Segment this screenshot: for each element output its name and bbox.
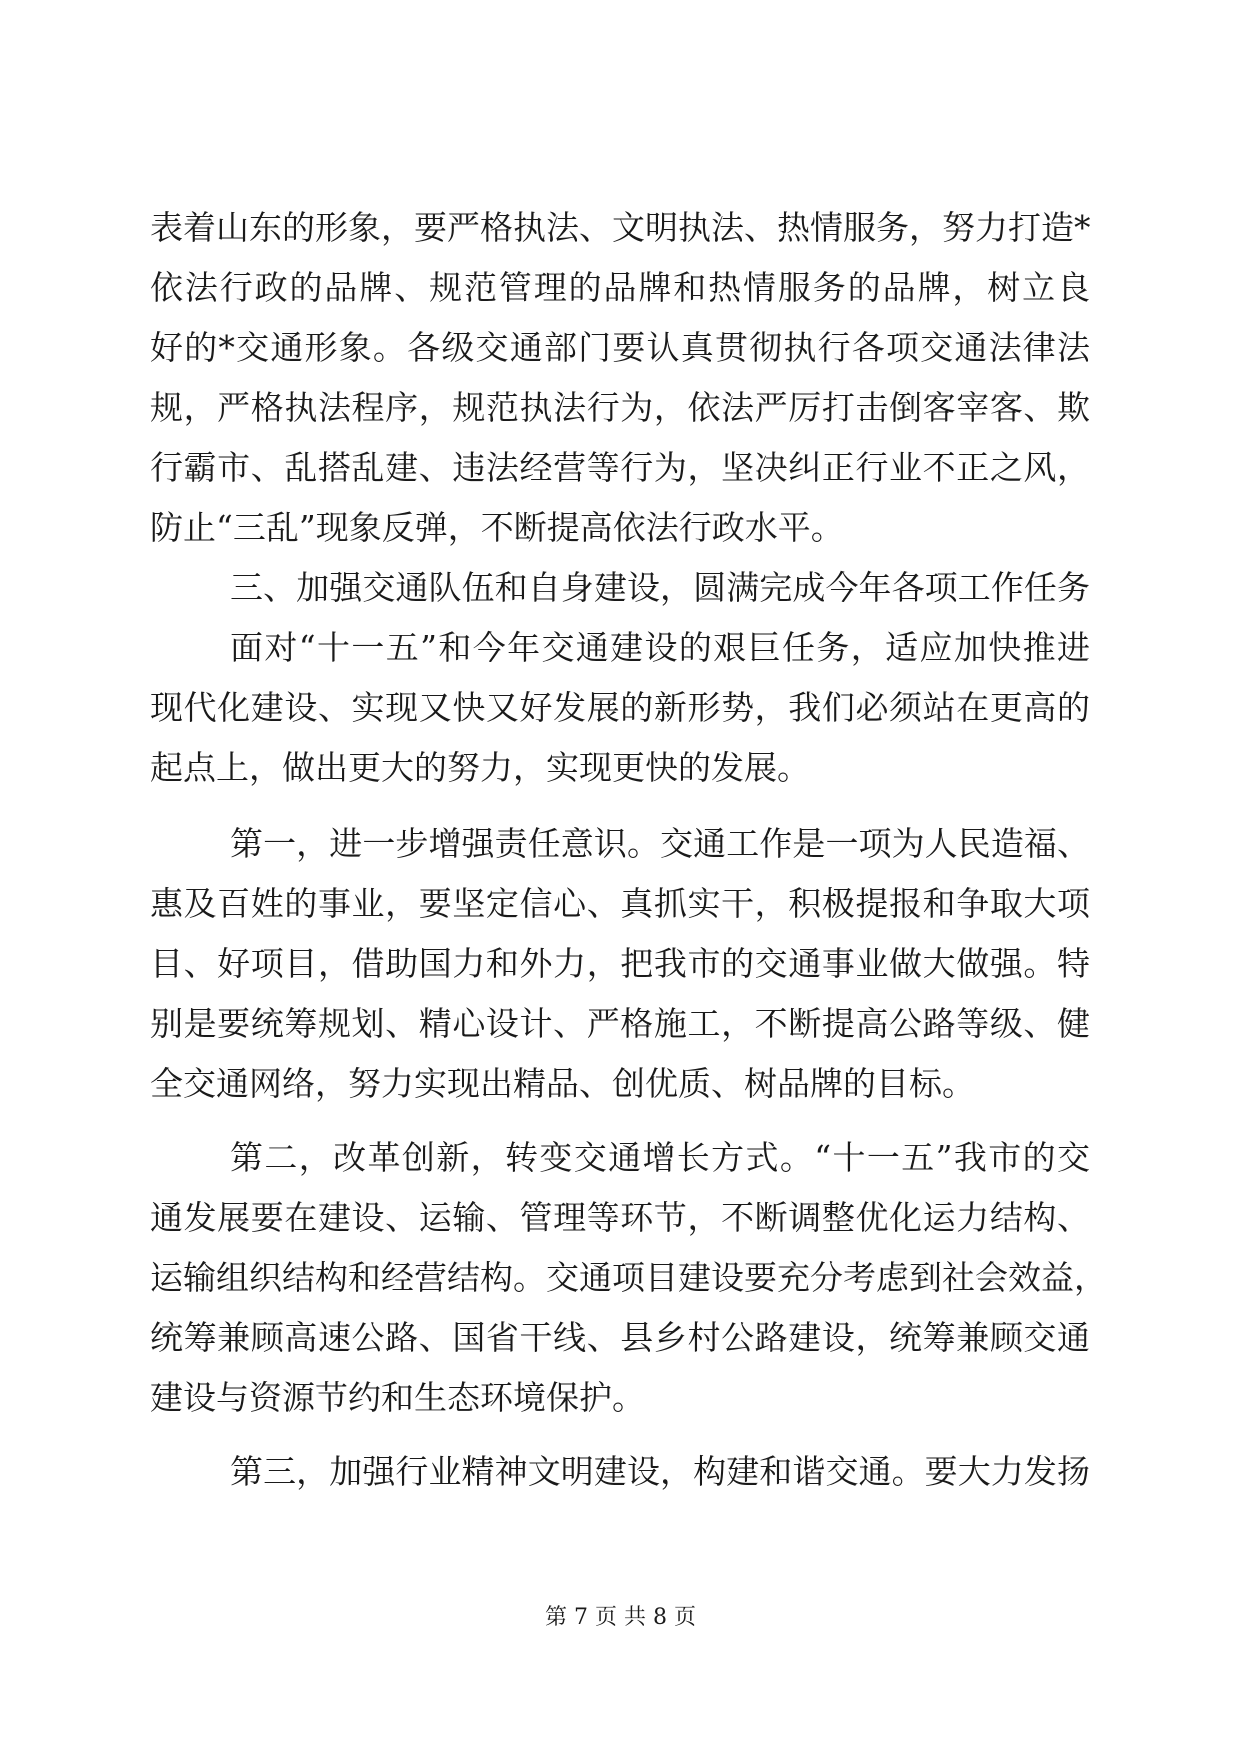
text-line: 规，严格执法程序，规范执法行为，依法严厉打击倒客宰客、欺 xyxy=(150,388,1090,427)
text-line: 防止“三乱”现象反弹，不断提高依法行政水平。 xyxy=(150,508,844,547)
text-line: 现代化建设、实现又快又好发展的新形势，我们必须站在更高的 xyxy=(150,688,1090,727)
text-line: 表着山东的形象，要严格执法、文明执法、热情服务，努力打造* xyxy=(150,208,1091,247)
text-line: 好的*交通形象。各级交通部门要认真贯彻执行各项交通法律法 xyxy=(150,328,1090,367)
text-line: 行霸市、乱搭乱建、违法经营等行为，坚决纠正行业不正之风， xyxy=(150,448,1090,487)
text-line: 建设与资源节约和生态环境保护。 xyxy=(150,1378,645,1417)
text-line: 目、好项目，借助国力和外力，把我市的交通事业做大做强。特 xyxy=(150,944,1090,983)
text-line: 依法行政的品牌、规范管理的品牌和热情服务的品牌，树立良 xyxy=(150,268,1090,307)
text-line: 运输组织结构和经营结构。交通项目建设要充分考虑到社会效益， xyxy=(150,1258,1107,1297)
text-line: 第三，加强行业精神文明建设，构建和谐交通。要大力发扬 xyxy=(230,1452,1090,1491)
text-line: 起点上，做出更大的努力，实现更快的发展。 xyxy=(150,748,810,787)
text-line: 第一，进一步增强责任意识。交通工作是一项为人民造福、 xyxy=(230,824,1090,863)
text-line: 通发展要在建设、运输、管理等环节，不断调整优化运力结构、 xyxy=(150,1198,1090,1237)
text-line: 别是要统筹规划、精心设计、严格施工，不断提高公路等级、健 xyxy=(150,1004,1090,1043)
text-line: 第二，改革创新，转变交通增长方式。“十一五”我市的交 xyxy=(230,1138,1090,1177)
text-line: 惠及百姓的事业，要坚定信心、真抓实干，积极提报和争取大项 xyxy=(150,884,1090,923)
page-footer: 第 7 页 共 8 页 xyxy=(545,1605,696,1630)
text-line: 面对“十一五”和今年交通建设的艰巨任务，适应加快推进 xyxy=(230,628,1090,667)
text-line: 统筹兼顾高速公路、国省干线、县乡村公路建设，统筹兼顾交通 xyxy=(150,1318,1090,1357)
text-line: 全交通网络，努力实现出精品、创优质、树品牌的目标。 xyxy=(150,1064,975,1103)
section-heading: 三、加强交通队伍和自身建设，圆满完成今年各项工作任务 xyxy=(230,568,1090,607)
